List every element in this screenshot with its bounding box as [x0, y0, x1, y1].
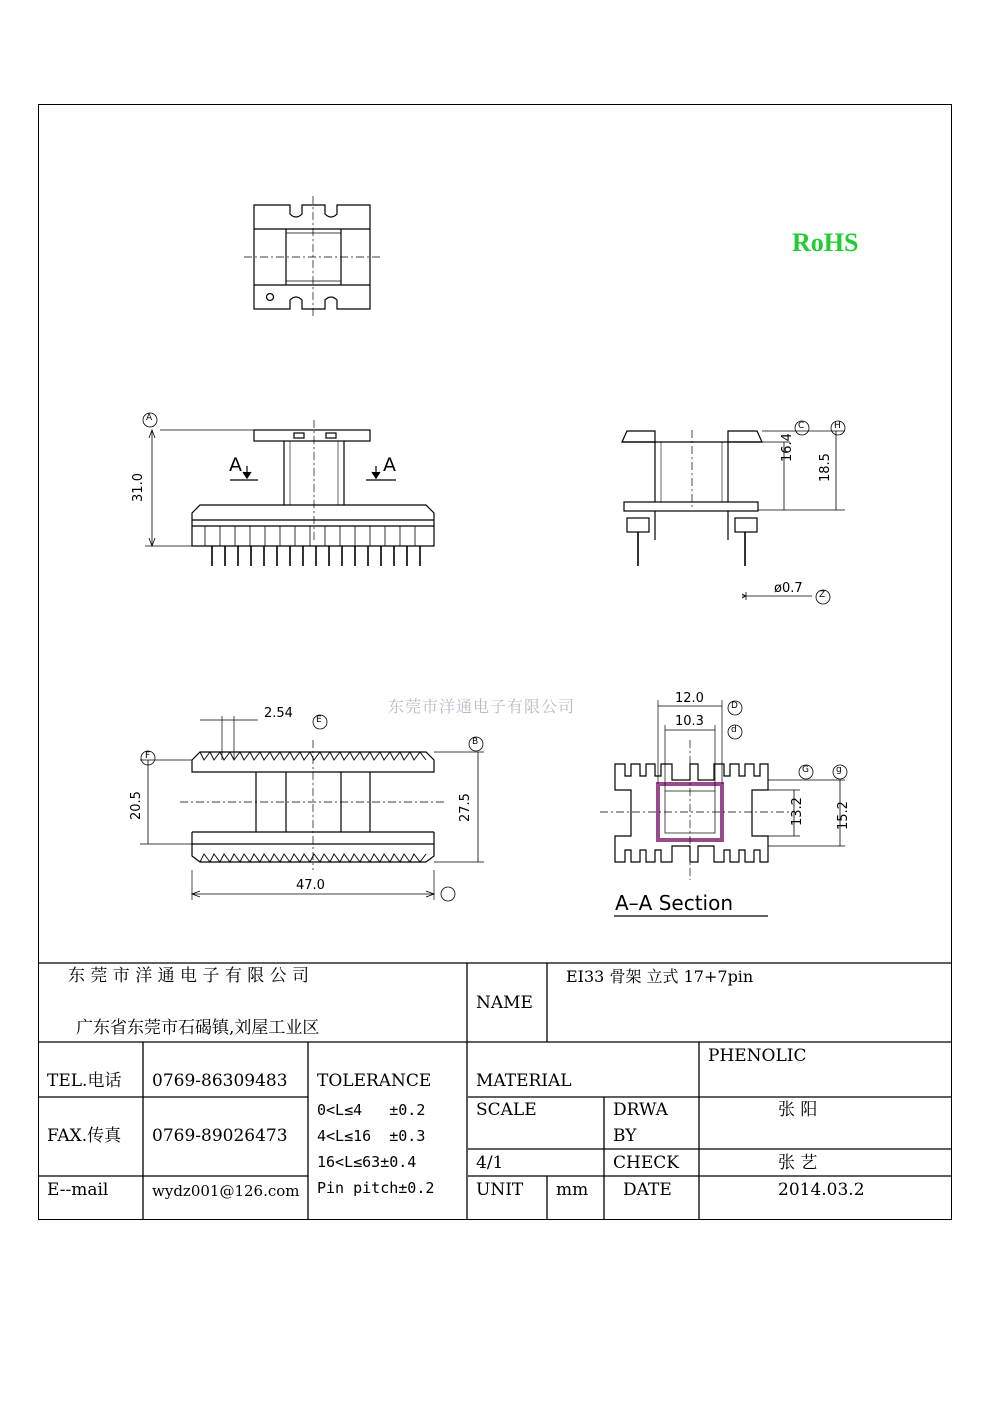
tolerance-line-4: Pin pitch±0.2 — [317, 1179, 435, 1197]
tolerance-label: TOLERANCE — [317, 1071, 432, 1091]
tolerance-line-2: 4<L≤16 ±0.3 — [317, 1127, 426, 1145]
balloon-h: H — [834, 421, 841, 431]
dim-side-h1: 16.4 — [780, 433, 795, 462]
section-mark-right: A — [383, 454, 396, 476]
balloon-d-lower: d — [731, 725, 737, 735]
unit-label: UNIT — [476, 1180, 524, 1200]
dim-bottom-h1: 20.5 — [129, 791, 144, 820]
email-label: E--mail — [47, 1180, 109, 1200]
balloon-z: Z — [819, 590, 826, 600]
check-label: CHECK — [613, 1153, 679, 1173]
tel-label: TEL.电话 — [47, 1071, 122, 1091]
balloon-c: C — [798, 421, 805, 431]
company-watermark: 东莞市洋通电子有限公司 — [388, 697, 576, 716]
balloon-b: B — [472, 737, 479, 747]
company-name: 东 莞 市 洋 通 电 子 有 限 公 司 — [68, 966, 310, 986]
scale-label: SCALE — [476, 1100, 537, 1120]
balloon-e: E — [316, 715, 322, 725]
balloon-g-lower: g — [836, 765, 842, 775]
tolerance-line-3: 16<L≤63±0.4 — [317, 1153, 417, 1171]
material-value: PHENOLIC — [708, 1046, 807, 1066]
rohs-label: RoHS — [792, 228, 859, 257]
tel-value: 0769-86309483 — [152, 1071, 288, 1091]
balloon-a: A — [146, 413, 153, 423]
side-view — [622, 421, 845, 604]
name-value: EI33 骨架 立式 17+7pin — [566, 967, 754, 986]
drawn-by-label-2: BY — [613, 1126, 637, 1146]
name-label: NAME — [476, 993, 533, 1013]
top-view — [244, 196, 382, 318]
dim-sect-h1: 13.2 — [790, 797, 805, 826]
balloon-d-upper: D — [731, 701, 738, 711]
fax-value: 0769-89026473 — [152, 1126, 288, 1146]
check-value: 张 艺 — [778, 1153, 818, 1173]
date-label: DATE — [623, 1180, 672, 1200]
section-mark-left: A — [229, 454, 242, 476]
dim-bottom-w: 47.0 — [296, 878, 325, 893]
balloon-f: F — [145, 751, 151, 761]
bottom-view — [140, 715, 484, 901]
section-view — [600, 700, 847, 916]
date-value: 2014.03.2 — [778, 1180, 865, 1200]
company-address: 广东省东莞市石碣镇,刘屋工业区 — [76, 1018, 320, 1038]
dim-sect-w1: 12.0 — [675, 691, 704, 706]
dim-front-height: 31.0 — [130, 473, 146, 502]
balloon-g-upper: G — [802, 765, 809, 775]
email-value: wydz001@126.com — [152, 1182, 300, 1200]
dim-side-h2: 18.5 — [818, 453, 833, 482]
dim-pitch: 2.54 — [264, 706, 293, 721]
dim-pin-dia: ø0.7 — [774, 581, 803, 596]
drawn-by-label-1: DRWA — [613, 1100, 668, 1120]
material-label: MATERIAL — [476, 1071, 572, 1091]
tolerance-line-1: 0<L≤4 ±0.2 — [317, 1101, 426, 1119]
fax-label: FAX.传真 — [47, 1126, 122, 1146]
unit-value: mm — [556, 1180, 589, 1200]
drawn-by-value: 张 阳 — [778, 1100, 818, 1120]
front-view — [143, 413, 434, 566]
dim-sect-h2: 15.2 — [836, 801, 851, 830]
dim-bottom-h2: 27.5 — [458, 793, 473, 822]
scale-value: 4/1 — [476, 1153, 504, 1173]
dim-sect-w2: 10.3 — [675, 714, 704, 729]
section-title: A–A Section — [615, 891, 734, 915]
